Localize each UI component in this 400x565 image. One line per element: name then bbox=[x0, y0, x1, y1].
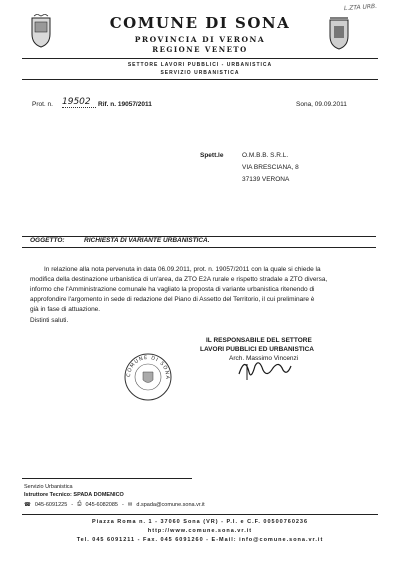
body-line: informo che l'Amministrazione comunale ha vagliato la proposta di variante urbanistica ritenendo di bbox=[30, 286, 315, 293]
header-rule-top bbox=[22, 58, 378, 59]
phone-icon: ☎ bbox=[24, 501, 31, 508]
footer-rule bbox=[22, 514, 378, 515]
footer-address: Piazza Roma n. 1 - 37060 Sona (VR) - P.I. e C.F. 00500760236 bbox=[91, 519, 309, 525]
body-line: modifica della destinazione urbanistica di un'area, da ZTO E2A rurale e rispetto stradale a ZTO diversa, bbox=[30, 276, 328, 283]
place-date: Sona, 09.09.2011 bbox=[296, 101, 347, 108]
province-line: PROVINCIA DI VERONA bbox=[134, 35, 266, 44]
fax-icon: ⎙ bbox=[77, 501, 82, 507]
footer-contacts: Tel. 045 6091211 - Fax. 045 6091260 - E-Mail: info@comune.sona.vr.it bbox=[76, 537, 324, 543]
signature-role: IL RESPONSABILE DEL SETTORE bbox=[206, 337, 312, 344]
recipient-label: Spett.le bbox=[200, 152, 224, 159]
reference-number: Rif. n. 19057/2011 bbox=[98, 101, 152, 108]
subject-text: RICHIESTA DI VARIANTE URBANISTICA. bbox=[84, 237, 210, 244]
contact-phone: 045-6091225 bbox=[34, 501, 68, 508]
body-line: già in fase di attuazione. bbox=[30, 306, 101, 313]
footer-website: http://www.comune.sona.vr.it bbox=[147, 528, 253, 534]
subject-label: OGGETTO: bbox=[30, 237, 65, 244]
protocol-number-handwritten: 19502 bbox=[62, 97, 96, 108]
body-line: In relazione alla nota pervenuta in data 06.09.2011, prot. n. 19057/2011 con la quale si chiede la bbox=[44, 266, 321, 273]
contact-rule bbox=[22, 478, 192, 479]
stamp-text: COMUNE DI SONA bbox=[125, 354, 171, 381]
sector-line: SETTORE LAVORI PUBBLICI - URBANISTICA bbox=[127, 62, 273, 68]
body-line: approfondire l'argomento in sede di redazione del Piano di Assetto del Territorio, il cui preliminare è bbox=[30, 296, 315, 303]
service-line: SERVIZIO URBANISTICA bbox=[160, 70, 240, 76]
region-line: REGIONE VENETO bbox=[152, 45, 248, 54]
handwritten-annotation: L.ZTA URB. bbox=[343, 2, 378, 13]
recipient-line: O.M.B.B. S.R.L. bbox=[242, 152, 289, 159]
email-icon: ✉ bbox=[127, 501, 133, 508]
recipient-line: 37139 VERONA bbox=[242, 176, 290, 183]
handwritten-signature bbox=[235, 354, 295, 382]
contact-service: Servizio Urbanistica bbox=[24, 484, 73, 490]
header-rule-bottom bbox=[22, 79, 378, 80]
contact-fax: 045-6082085 bbox=[85, 501, 118, 508]
page-title: COMUNE DI SONA bbox=[109, 14, 291, 32]
signature-name: Arch. Massimo Vincenzi bbox=[229, 355, 299, 362]
signature-role: LAVORI PUBBLICI ED URBANISTICA bbox=[200, 346, 314, 353]
closing-line: Distinti saluti. bbox=[30, 317, 69, 324]
protocol-label: Prot. n. bbox=[32, 101, 53, 108]
contact-email: d.spada@comune.sona.vr.it bbox=[136, 501, 205, 508]
recipient-line: VIA BRESCIANA, 8 bbox=[242, 164, 299, 171]
contact-instructor: Istruttore Tecnico: SPADA DOMENICO bbox=[24, 492, 124, 498]
official-stamp bbox=[123, 352, 173, 402]
contact-details: ☎ 045-6091225 - ⎙ 045-6082085 - ✉ d.spada@comune.sona.vr.it bbox=[24, 501, 205, 508]
